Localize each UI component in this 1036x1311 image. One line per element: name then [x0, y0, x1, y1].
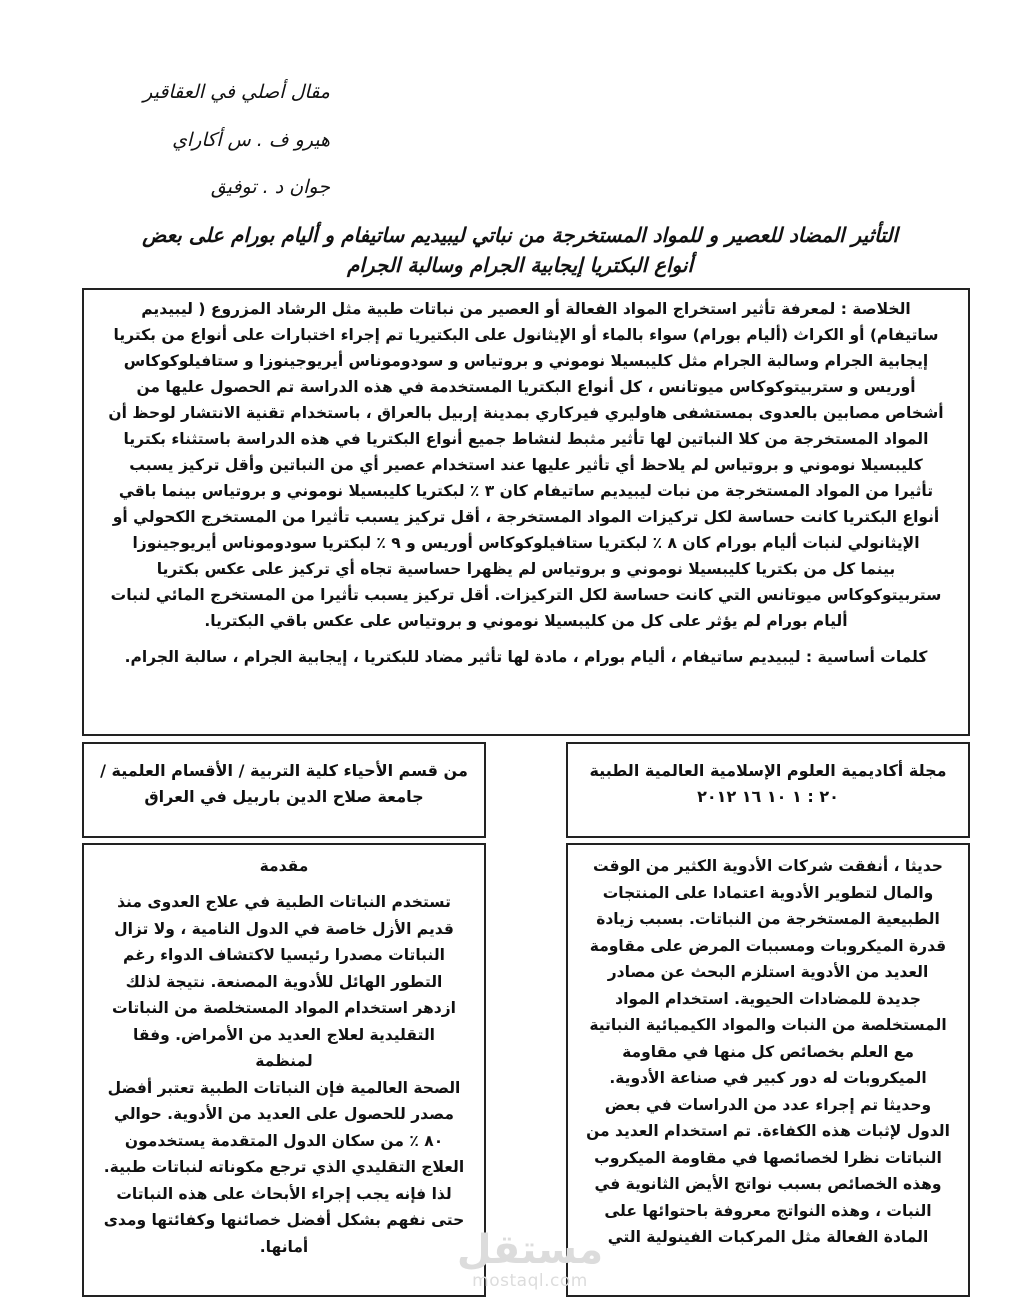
right-column-line: قدرة الميكروبات ومسببات المرض على مقاومة	[589, 936, 947, 955]
right-column-line: وحديثا تم إجراء عدد من الدراسات في بعض	[604, 1095, 932, 1114]
right-column-line: النباتات نظرا لخصائصها في مقاومة الميكروب	[594, 1148, 942, 1167]
abstract-line: الإيثانولي لنبات أليام بورام كان ٨ ٪ لبكتريا ستافيلوكوكاس أوريس و ٩ ٪ لبكتريا سودوموناس أيريوجينوزا	[132, 534, 920, 552]
right-column-line: وهذه الخصائص بسبب نواتج الأيض الثانوية في	[594, 1175, 942, 1193]
intro-line: تستخدم النباتات الطبية في علاج العدوى منذ	[117, 893, 451, 911]
abstract-line: ستربيتوكوكاس ميوتانس التي كانت حساسة لكل التركيزات. أقل تركيز يسبب تأثيرا من المستخرج المائي لنبات	[110, 586, 942, 604]
abstract-line: ساتيفام) أو الكراث (أليام بورام) سواء بالماء أو الإيثانول على البكتيريا تم إجراء اختبارات على أنواع من بكتريا	[113, 326, 939, 344]
intro-line: ازدهر استخدام المواد المستخلصة من النباتات	[112, 999, 456, 1017]
abstract-line: أشخاص مصابين بالعدوى بمستشفى هاوليري فيركاري بمدينة إربيل بالعراق ، باستخدام تقنية الانتشار لوحظ أن	[108, 404, 944, 422]
right-column-line: النبات ، وهذه النواتج معروفة باحتوائها على	[604, 1201, 932, 1220]
journal-name: مجلة أكاديمية العلوم الإسلامية العالمية الطبية	[589, 761, 947, 780]
intro-line: العلاج التقليدي الذي ترجع مكوناته لنباتات طبية.	[103, 1158, 465, 1176]
intro-line: الصحة العالمية فإن النباتات الطبية تعتبر أفضل	[107, 1078, 461, 1097]
right-column-line: الطبيعية المستخرجة من النباتات. بسبب زيادة	[596, 910, 940, 928]
journal-box	[566, 742, 970, 838]
intro-line: التطور الهائل للأدوية المصنعة. نتيجة لذلك	[125, 972, 443, 991]
right-column-box	[566, 843, 970, 1297]
keywords: كلمات أساسية : ليبيديم ساتيفام ، أليام بورام ، مادة لها تأثير مضاد للبكتريا ، إيجابية الجرام ، سالبة الجرام.	[124, 648, 928, 666]
intro-line: ٨٠ ٪ من سكان الدول المتقدمة يستخدمون	[124, 1131, 444, 1150]
abstract-line: أليام بورام لم يؤثر على كل من كليبسيلا نوموني و بروتياس على عكس باقي البكتريا.	[204, 612, 848, 630]
right-column-line: والمال لتطوير الأدوية اعتمادا على المنتجات	[602, 883, 934, 902]
intro-line: لذا فإنه يجب إجراء الأبحاث على هذه النباتات	[116, 1184, 452, 1203]
author-2: جوان د . توفيق	[210, 176, 330, 198]
mostaql-watermark	[455, 1228, 605, 1290]
intro-line: حتى نفهم بشكل أفضل خصائنها وكفائتها ومدى	[103, 1211, 465, 1229]
intro-line: التقليدية لعلاج العديد من الأمراض. وفقا لمنظمة	[133, 1025, 435, 1070]
author-1: هيرو ف . س أكاراي	[172, 129, 330, 151]
affiliation-box	[82, 742, 486, 838]
right-column-line: العديد من الأدوية استلزم البحث عن مصادر	[607, 963, 929, 981]
article-title	[110, 220, 930, 280]
intro-line: مصدر للحصول على العديد من الأدوية. حوالي	[114, 1105, 454, 1123]
abstract-line: كليبسيلا نوموني و بروتياس لم يلاحظ أي تأثير عليها عند استخدام عصير أي من النباتين وأقل تركيز يسبب	[129, 456, 923, 474]
right-column-line: جديدة للمضادات الحيوية. استخدام المواد	[615, 989, 921, 1008]
affiliation-line-1: من قسم الأحياء كلية التربية / الأقسام العلمية /	[100, 761, 468, 780]
affiliation-line-2: جامعة صلاح الدين باربيل في العراق	[144, 787, 424, 806]
watermark-latin: mostaql.com	[472, 1271, 588, 1291]
abstract-box	[82, 288, 970, 736]
watermark-arabic: مستقل	[456, 1227, 604, 1273]
abstract-line: إيجابية الجرام وسالبة الجرام مثل كليبسيلا نوموني و بروتياس و سودوموناس أيريوجينوزا و ستافيلوكوكاس	[123, 352, 929, 370]
intro-line: النباتات مصدرا رئيسيا لاكتشاف الدواء رغم	[123, 946, 445, 964]
right-column-line: الميكروبات له دور كبير في صناعة الأدوية.	[609, 1069, 927, 1087]
right-column-line: المادة الفعالة مثل المركبات الفينولية التي	[607, 1228, 929, 1246]
abstract-line: أنواع البكتريا كانت حساسة لكل تركيزات المواد المستخرجة ، أقل تركيز يسبب تأثيرا من المستخرج الكحولي أو	[112, 508, 940, 526]
title-line-2: أنواع البكتريا إيجابية الجرام وسالبة الجرام	[346, 253, 694, 277]
introduction-box	[82, 843, 486, 1297]
abstract-line: بينما كل من بكتريا كليبسيلا نوموني و بروتياس لم يظهرا حساسية تجاه أي تركيز على عكس بكتريا	[156, 560, 896, 578]
right-column-line: حديثا ، أنفقت شركات الأدوية الكثير من الوقت	[593, 857, 943, 875]
right-column-line: المستخلصة من النبات والمواد الكيميائية النباتية	[589, 1016, 947, 1034]
journal-citation: ٢٠ : ١ ١٠ ١٦ ٢٠١٢	[697, 787, 839, 806]
intro-line: أمانها.	[259, 1237, 309, 1256]
abstract-line: الخلاصة : لمعرفة تأثير استخراج المواد الفعالة أو العصير من نباتات طبية مثل الرشاد المزروع ( ليبيديم	[141, 300, 911, 318]
abstract-line: تأثيرا من المواد المستخرجة من نبات ليبيديم ساتيفام كان ٣ ٪ لبكتريا كليبسيلا نوموني و بروتياس بينما باقي	[118, 482, 934, 500]
title-line-1: التأثير المضاد للعصير و للمواد المستخرجة من نباتي ليبيديم ساتيفام و أليام بورام على بعض	[142, 223, 898, 247]
intro-line: قديم الأزل خاصة في الدول النامية ، ولا تزال	[114, 919, 454, 938]
abstract-line: أوريس و ستربيتوكوكاس ميوتانس ، كل أنواع البكتريا المستخدمة في هذه الدراسة تم الحصول عليها من	[136, 378, 916, 396]
right-column-line: الدول لإثبات هذه الكفاءة. تم استخدام العديد من	[586, 1122, 950, 1140]
introduction-heading: مقدمة	[259, 857, 309, 875]
right-column-line: مع العلم بخصائص كل منها في مقاومة	[622, 1042, 914, 1061]
article-type: مقال أصلي في العقاقير	[143, 81, 330, 103]
abstract-line: المواد المستخرجة من كلا النباتين لها تأثير مثبط لنشاط جميع أنواع البكتريا في هذه الدراسة باستثناء بكتريا	[123, 430, 929, 448]
